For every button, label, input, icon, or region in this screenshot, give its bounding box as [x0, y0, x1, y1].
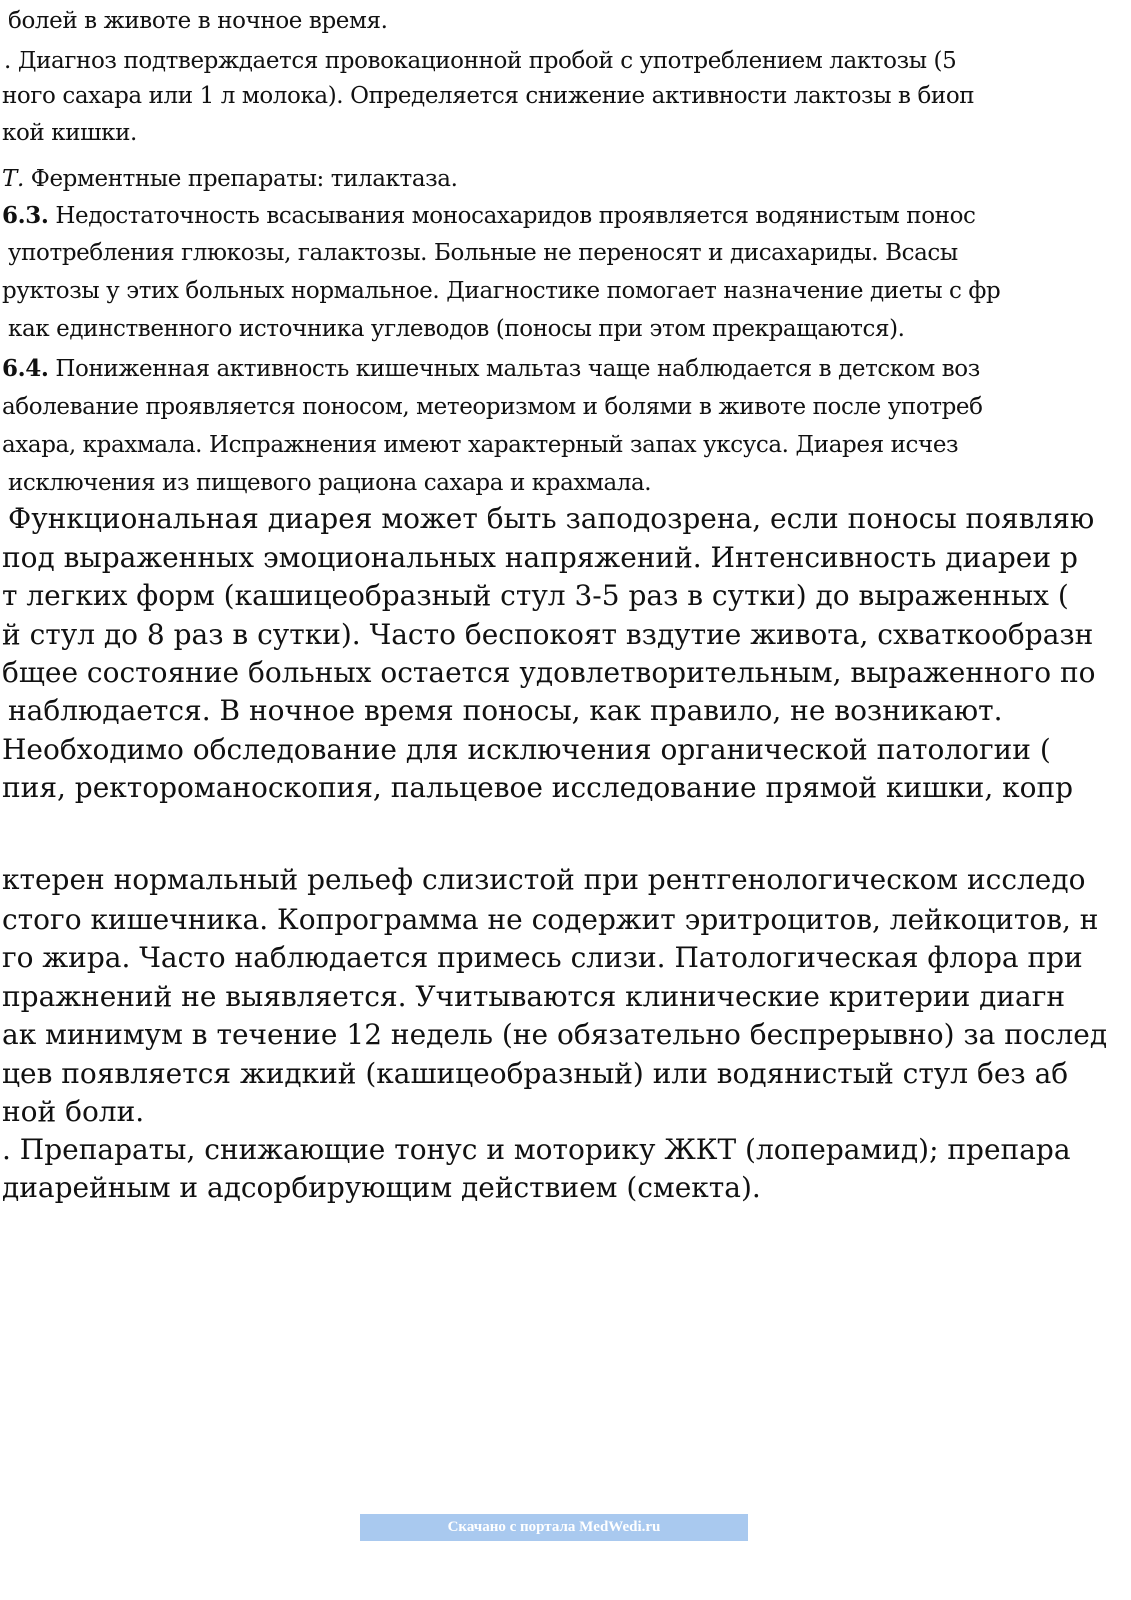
section-number: 6.4. — [2, 355, 49, 382]
text-line: т легких форм (кашицеобразный стул 3-5 раз в сутки) до выраженных ( — [2, 579, 1069, 612]
text-line — [2, 199, 1131, 233]
text-line: ак минимум в течение 12 недель (не обязательно беспрерывно) за послед — [2, 1018, 1108, 1051]
text-line: Функциональная диарея может быть заподозрена, если поносы появляю — [8, 502, 1095, 535]
text-line: ной боли. — [2, 1095, 145, 1128]
text-line: исключения из пищевого рациона сахара и крахмала. — [8, 470, 652, 496]
text-line: под выраженных эмоциональных напряжений. Интенсивность диареи р — [2, 541, 1078, 574]
text-line: наблюдается. В ночное время поносы, как правило, не возникают. — [8, 694, 1003, 727]
text-line: Необходимо обследование для исключения органической патологии ( — [2, 733, 1051, 766]
text-line: . Диагноз подтверждается провокационной пробой с употреблением лактозы (5 — [4, 48, 957, 74]
text-line: аболевание проявляется поносом, метеоризмом и болями в животе после употреб — [2, 394, 983, 420]
section-number: 6.3. — [2, 202, 49, 229]
text-line — [2, 352, 1131, 386]
section-label: Т. — [2, 166, 24, 192]
text-line: ного сахара или 1 л молока). Определяется снижение активности лактозы в биоп — [2, 83, 975, 109]
text-line: пия, ректороманоскопия, пальцевое исследование прямой кишки, копр — [2, 771, 1074, 804]
text-line: ктерен нормальный рельеф слизистой при рентгенологическом исследо — [2, 863, 1086, 896]
text-line: употребления глюкозы, галактозы. Больные не переносят и дисахариды. Всасы — [8, 240, 958, 266]
text-line: стого кишечника. Копрограмма не содержит эритроцитов, лейкоцитов, н — [2, 903, 1099, 936]
line-rest: Пониженная активность кишечных мальтаз чаще наблюдается в детском воз — [48, 356, 980, 382]
text-line: . Препараты, снижающие тонус и моторику ЖКТ (лоперамид); препара — [2, 1133, 1071, 1166]
line-rest: Ферментные препараты: тилактаза. — [23, 166, 458, 192]
text-line: бщее состояние больных остается удовлетворительным, выраженного по — [2, 656, 1096, 689]
download-watermark-banner: Скачано с портала MedWedi.ru — [360, 1514, 748, 1541]
text-line — [2, 162, 1131, 196]
line-rest: Недостаточность всасывания моносахаридов проявляется водянистым понос — [48, 203, 976, 229]
text-line: й стул до 8 раз в сутки). Часто беспокоят вздутие живота, схваткообразн — [2, 618, 1094, 651]
text-line: диарейным и адсорбирующим действием (смекта). — [2, 1171, 761, 1204]
text-line: ахара, крахмала. Испражнения имеют характерный запах уксуса. Диарея исчез — [2, 432, 959, 458]
text-line: кой кишки. — [2, 120, 137, 146]
text-line: го жира. Часто наблюдается примесь слизи. Патологическая флора при — [2, 941, 1083, 974]
text-line: болей в животе в ночное время. — [8, 8, 388, 34]
text-line: пражнений не выявляется. Учитываются клинические критерии диагн — [2, 980, 1066, 1013]
text-line: цев появляется жидкий (кашицеобразный) или водянистый стул без аб — [2, 1057, 1069, 1090]
text-line: руктозы у этих больных нормальное. Диагностике помогает назначение диеты с фр — [2, 278, 1001, 304]
text-line: как единственного источника углеводов (поносы при этом прекращаются). — [8, 316, 905, 342]
